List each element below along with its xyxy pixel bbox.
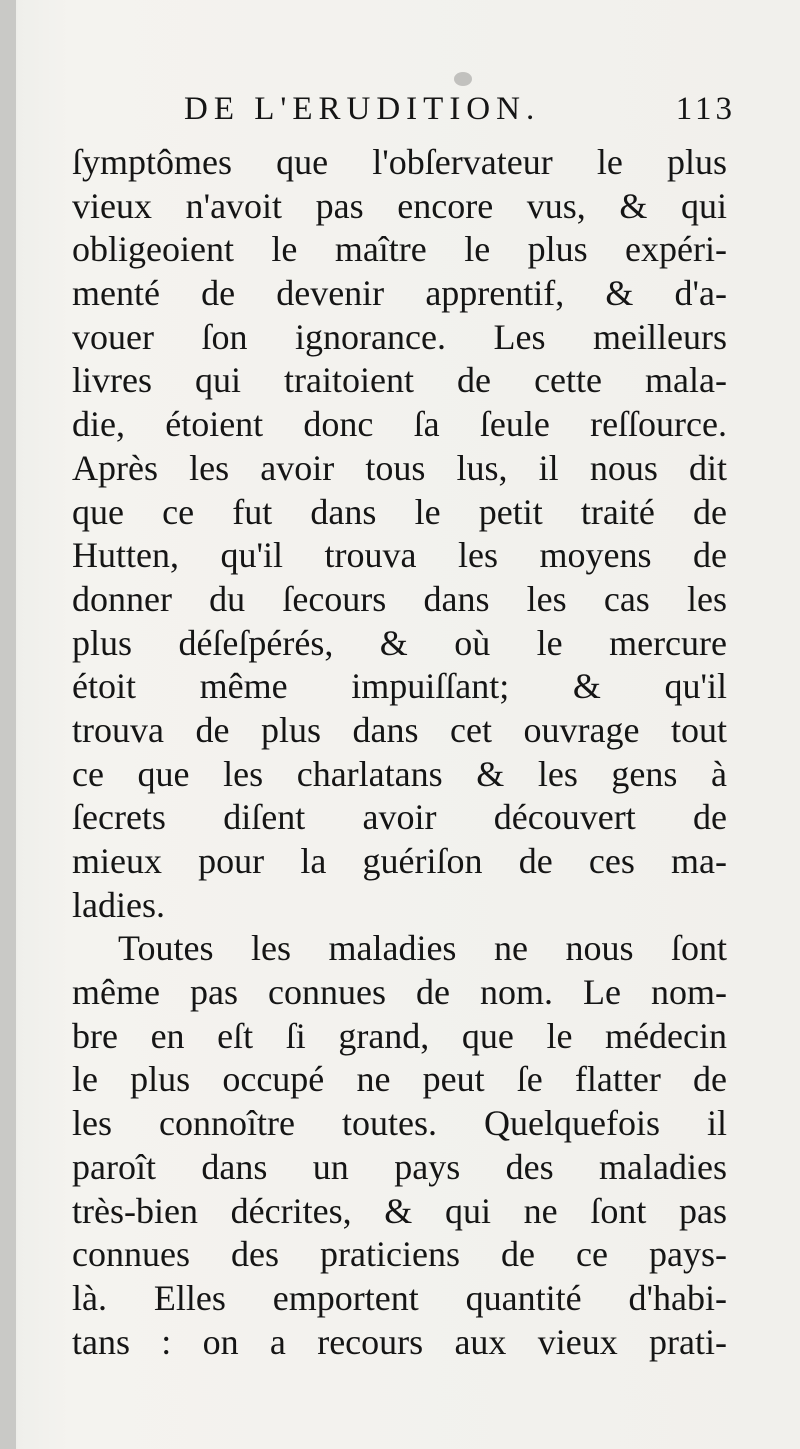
text-line: bre en eſt ſi grand, que le médecin bbox=[72, 1015, 727, 1056]
text-line: très-bien décrites, & qui ne ſont pas bbox=[72, 1190, 727, 1231]
text-line: menté de devenir apprentif, & d'a- bbox=[72, 273, 727, 314]
text-line: plus déſeſpérés, & où le mercure bbox=[72, 622, 727, 663]
text-line: ſecrets diſent avoir découvert de bbox=[72, 797, 727, 838]
text-line: connues des praticiens de ce pays- bbox=[72, 1234, 727, 1275]
text-line: obligeoient le maître le plus expéri- bbox=[72, 229, 727, 270]
text-line: die, étoient donc ſa ſeule reſſource. bbox=[72, 404, 727, 445]
text-line: livres qui traitoient de cette mala- bbox=[72, 360, 727, 401]
text-line: le plus occupé ne peut ſe flatter de bbox=[72, 1059, 727, 1100]
text-line: ſymptômes que l'obſervateur le plus bbox=[72, 142, 727, 182]
paper-stain bbox=[454, 72, 472, 86]
text-line: vouer ſon ignorance. Les meilleurs bbox=[72, 316, 727, 357]
page-gutter-shadow bbox=[0, 0, 16, 1449]
text-line: là. Elles emportent quantité d'habi- bbox=[72, 1277, 727, 1318]
running-title: DE L'ERUDITION. bbox=[184, 91, 541, 127]
text-line: tans : on a recours aux vieux prati- bbox=[72, 1321, 727, 1362]
text-line: étoit même impuiſſant; & qu'il bbox=[72, 666, 727, 707]
text-line: Hutten, qu'il trouva les moyens de bbox=[72, 535, 727, 576]
text-line: ce que les charlatans & les gens à bbox=[72, 753, 727, 794]
text-line: Après les avoir tous lus, il nous dit bbox=[72, 447, 727, 488]
paragraph-end-line: ladies. bbox=[72, 884, 165, 925]
body-text bbox=[72, 141, 727, 1364]
page-header bbox=[70, 91, 736, 135]
text-line: paroît dans un pays des maladies bbox=[72, 1146, 727, 1187]
text-line: que ce fut dans le petit traité de bbox=[72, 491, 727, 532]
text-line: les connoître toutes. Quelquefois il bbox=[72, 1103, 727, 1144]
text-line: vieux n'avoit pas encore vus, & qui bbox=[72, 185, 727, 226]
paragraph-start-line: Toutes les maladies ne nous ſont bbox=[118, 928, 727, 969]
text-line: même pas connues de nom. Le nom- bbox=[72, 972, 727, 1013]
text-line: donner du ſecours dans les cas les bbox=[72, 578, 727, 619]
text-line: trouva de plus dans cet ouvrage tout bbox=[72, 709, 727, 750]
text-line: mieux pour la guériſon de ces ma- bbox=[72, 841, 727, 881]
page-number: 113 bbox=[675, 91, 736, 127]
